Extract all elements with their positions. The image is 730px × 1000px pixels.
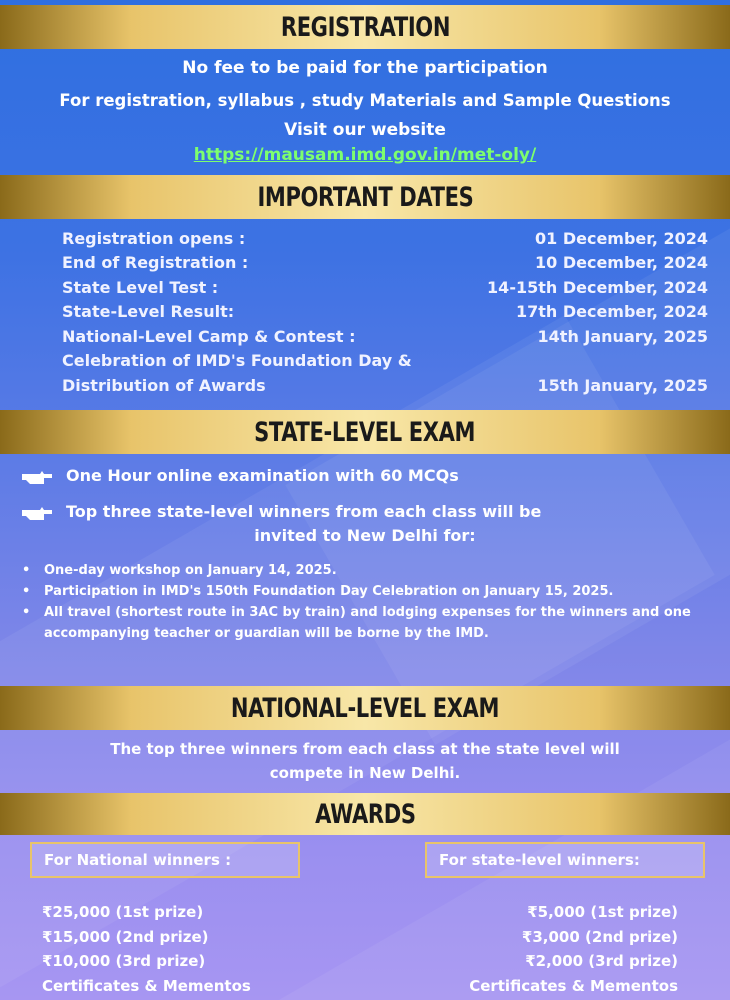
date-label: National-Level Camp & Contest : bbox=[62, 326, 356, 346]
state-winners-heading: For state-level winners: bbox=[439, 851, 640, 869]
date-value: 10 December, 2024 bbox=[535, 253, 708, 273]
national-exam-banner bbox=[0, 686, 730, 730]
list-item: ₹10,000 (3rd prize) bbox=[42, 952, 206, 970]
list-item: Certificates & Mementos bbox=[42, 976, 251, 995]
state-exam-point bbox=[20, 466, 459, 486]
list-item bbox=[22, 560, 702, 581]
date-row bbox=[62, 349, 708, 374]
national-exam-text: The top three winners from each class at the state level will bbox=[110, 740, 620, 758]
list-item: ₹5,000 (1st prize) bbox=[527, 903, 678, 921]
date-value: 14-15th December, 2024 bbox=[487, 277, 708, 297]
state-winners-tag bbox=[425, 842, 705, 878]
state-exam-banner bbox=[0, 410, 730, 454]
date-label: State Level Test : bbox=[62, 277, 219, 297]
bullet-text: Participation in IMD's 150th Foundation Day Celebration on January 15, 2025. bbox=[44, 584, 614, 599]
bullet-dot: • bbox=[22, 563, 31, 578]
national-winners-heading: For National winners : bbox=[44, 851, 232, 869]
state-exam-point-cont: invited to New Delhi for: bbox=[254, 526, 476, 545]
registration-fee-text: No fee to be paid for the participation bbox=[182, 58, 548, 78]
bullet-dot: • bbox=[22, 605, 31, 620]
website-link[interactable]: https://mausam.imd.gov.in/met-oly/ bbox=[193, 145, 537, 165]
important-dates-banner bbox=[0, 175, 730, 219]
bullet-text: One-day workshop on January 14, 2025. bbox=[44, 563, 337, 578]
date-row bbox=[62, 275, 708, 300]
registration-banner bbox=[0, 5, 730, 49]
registration-title: REGISTRATION bbox=[280, 11, 450, 43]
national-exam-text: compete in New Delhi. bbox=[269, 764, 461, 782]
list-item bbox=[22, 602, 702, 644]
registration-info-text: For registration, syllabus , study Materials and Sample Questions bbox=[59, 91, 671, 110]
national-winners-tag bbox=[30, 842, 300, 878]
national-awards-list bbox=[42, 900, 251, 998]
website-link-wrap bbox=[0, 145, 730, 165]
pointing-hand-icon bbox=[20, 502, 54, 522]
date-label: Registration opens : bbox=[62, 228, 246, 248]
state-exam-bullets bbox=[22, 560, 702, 644]
date-value: 14th January, 2025 bbox=[537, 326, 708, 346]
awards-banner bbox=[0, 793, 730, 835]
date-label: State-Level Result: bbox=[62, 302, 235, 322]
state-exam-point-text: Top three state-level winners from each class will be bbox=[66, 502, 542, 521]
date-row bbox=[62, 373, 708, 398]
date-value: 01 December, 2024 bbox=[535, 228, 708, 248]
bullet-dot: • bbox=[22, 584, 31, 599]
bullet-text: All travel (shortest route in 3AC by train) and lodging expenses for the winners and one accompanying teacher or guardian will be borne by the IMD. bbox=[44, 605, 691, 641]
list-item bbox=[22, 581, 702, 602]
national-exam-title: NATIONAL-LEVEL EXAM bbox=[230, 692, 500, 724]
list-item: ₹25,000 (1st prize) bbox=[42, 903, 204, 921]
date-row bbox=[62, 251, 708, 276]
state-exam-title: STATE-LEVEL EXAM bbox=[254, 416, 476, 448]
list-item: Certificates & Mementos bbox=[469, 976, 678, 995]
awards-title: AWARDS bbox=[314, 798, 416, 830]
date-value: 17th December, 2024 bbox=[515, 302, 708, 322]
list-item: ₹15,000 (2nd prize) bbox=[42, 927, 209, 946]
list-item: ₹3,000 (2nd prize) bbox=[521, 927, 678, 946]
pointing-hand-icon bbox=[20, 466, 54, 486]
date-label: Celebration of IMD's Foundation Day & bbox=[62, 351, 412, 371]
date-label: End of Registration : bbox=[62, 253, 249, 273]
date-row bbox=[62, 300, 708, 325]
date-row bbox=[62, 226, 708, 251]
visit-website-text: Visit our website bbox=[284, 120, 446, 140]
important-dates-title: IMPORTANT DATES bbox=[257, 181, 473, 213]
date-row bbox=[62, 324, 708, 349]
date-value: 15th January, 2025 bbox=[537, 375, 708, 395]
list-item: ₹2,000 (3rd prize) bbox=[525, 952, 678, 970]
state-awards-list bbox=[469, 900, 678, 998]
dates-table bbox=[62, 226, 708, 398]
date-label: Distribution of Awards bbox=[62, 375, 266, 395]
state-exam-point bbox=[20, 502, 541, 522]
state-exam-point-text: One Hour online examination with 60 MCQs bbox=[66, 466, 459, 485]
